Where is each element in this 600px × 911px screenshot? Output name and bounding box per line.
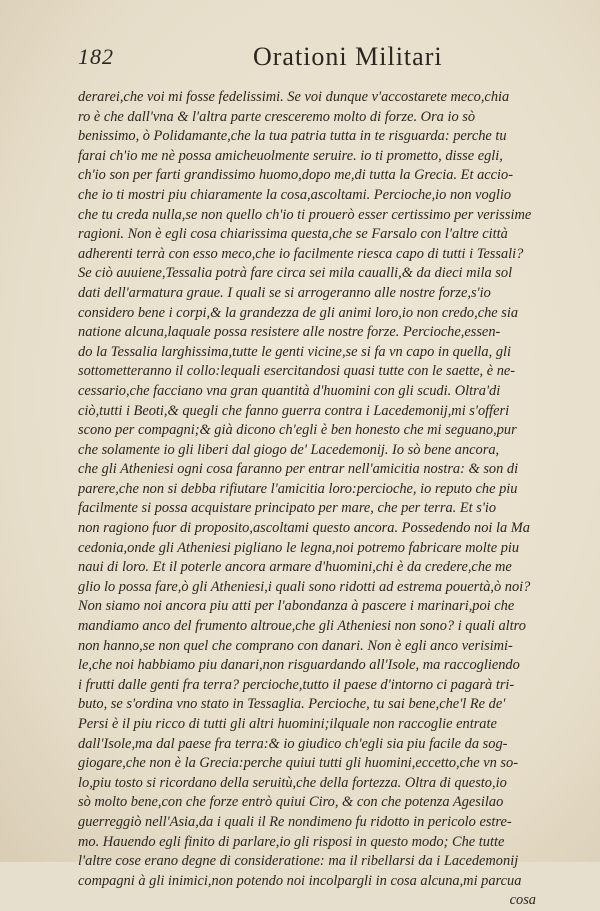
text-line: l'altre cose erano degne di consideratione: ma il ribellarsi da i Lacedemonij	[78, 853, 519, 870]
text-line: lo,piu tosto si ricordano della seruitù,che della fortezza. Oltra di questo,io	[78, 774, 507, 791]
text-line: guerreggiò nell'Asia,da i quali il Re nondimeno fu ridotto in pericolo estre-	[78, 813, 512, 830]
text-line: glio lo possa fare,ò gli Atheniesi,i quali sono ridotti ad estrema pouertà,ò noi?	[78, 578, 531, 595]
running-title: Orationi Militari	[253, 42, 443, 71]
text-line: ragioni. Non è egli cosa chiarissima questa,che se Farsalo con l'altre città	[78, 226, 508, 243]
text-line: che tu creda nulla,se non quello ch'io ti prouerò esser certissimo per verissime	[78, 206, 532, 223]
text-line: cedonia,onde gli Atheniesi pigliano le legna,noi potremo fabricare molte piu	[78, 539, 520, 556]
text-line: cessario,che facciano vna gran quantità d'huomini con gli scudi. Oltra'di	[78, 382, 501, 399]
text-line: scono per compagni;& già dicono ch'egli è ben honesto che mi seguano,pur	[78, 422, 517, 439]
text-line: che solamente io gli liberi dal giogo de' Lacedemonij. Io sò bene ancora,	[78, 441, 500, 458]
text-line: dall'Isole,ma dal paese fra terra:& io giudico ch'egli sia piu facile da sog-	[78, 735, 508, 752]
text-line: ciò,tutti i Beoti,& quegli che fanno guerra contra i Lacedemonij,mi s'offeri	[78, 402, 510, 419]
text-line: Persi è il piu ricco di tutti gli altri huomini;ilquale non raccoglie entrate	[78, 716, 497, 732]
text-line: che io ti mostri piu chiaramente la cosa,ascoltami. Percioche,io non voglio	[78, 186, 512, 203]
text-line: mo. Hauendo egli finito di parlare,io gli risposi in questo modo; Che tutte	[78, 833, 505, 850]
text-line: Non siamo noi ancora piu atti per l'abondanza à pascere i marinari,poi che	[78, 598, 515, 615]
text-line: adherenti terrà con esso meco,che io facilmente riesca capo di tutti i Tessali?	[78, 245, 524, 262]
text-line: farai ch'io me nè possa amicheuolmente seruire. io ti prometto, disse egli,	[78, 147, 503, 164]
text-line: sò molto bene,con che forze entrò quiui Ciro, & con che potenza Agesilao	[78, 794, 504, 811]
page-number: 182	[78, 44, 114, 69]
text-line: considero bene i corpi,& la grandezza de gli animi loro,io non credo,che sia	[78, 304, 519, 321]
text-line: buto, se s'ordina vno stato in Tessaglia. Percioche, tu sai bene,che'l Re de'	[78, 696, 506, 713]
text-line: le,che noi habbiamo piu danari,non risguardando all'Isole, ma raccogliendo	[78, 657, 520, 674]
text-line: Se ciò auuiene,Tessalia potrà fare circa sei mila caualli,& da dieci mila sol	[78, 265, 513, 282]
text-line: ro è che dall'vna & l'altra parte cresceremo molto di forze. Ora io sò	[78, 108, 476, 125]
text-line: mandiamo anco del frumento altroue,che gli Atheniesi non sono? i quali altro	[78, 618, 526, 635]
text-line: che gli Atheniesi ogni cosa faranno per entrar nell'amicitia nostra: & son di	[78, 461, 519, 478]
page-header	[78, 40, 530, 80]
text-line: natione alcuna,laquale possa resistere alle nostre forze. Percioche,essen-	[78, 324, 501, 341]
catchword: cosa	[509, 892, 536, 909]
text-line: non ragiono fuor di proposito,ascoltami questo ancora. Possedendo noi la Ma	[78, 520, 530, 537]
text-line: parere,che non si debba rifiutare l'amicitia loro:percioche, io reputo che piu	[78, 480, 518, 497]
text-line: naui di loro. Et il poterle ancora armare d'huomini,chi è da credere,che me	[78, 559, 512, 576]
text-line: dati dell'armatura graue. I quali se si arrogeranno alle nostre forze,s'io	[78, 284, 491, 301]
text-line: ch'io son per farti grandissimo huomo,dopo me,di tutta la Grecia. Et accio-	[78, 167, 514, 184]
body-text	[78, 88, 556, 911]
text-line: sottometteranno il collo:lequali esercitandosi quasi tutte con le saette, è ne-	[78, 363, 516, 380]
text-line: derarei,che voi mi fosse fedelissimi. Se voi dunque v'accostarete meco,chia	[78, 89, 510, 105]
text-line: giogare,che non è la Grecia:perche quiui tutti gli huomini,eccetto,che vn so-	[78, 755, 518, 772]
text-line: facilmente si possa acquistare principato per mare, che per terra. Et s'io	[78, 500, 497, 517]
text-line: benissimo, ò Polidamante,che la tua patria tutta in te risguarda: perche tu	[78, 128, 507, 145]
text-line: non hanno,se non quel che comprano con danari. Non è egli anco verisimi-	[78, 637, 513, 654]
text-line: i frutti dalle genti fra terra? percioche,tutto il paese d'intorno ci pagarà tri-	[78, 676, 515, 693]
text-line: compagni à gli inimici,non potendo noi incolpargli in cosa alcuna,mi parcua	[78, 872, 522, 889]
text-line: do la Tessalia larghissima,tutte le genti vicine,se si fa vn capo in quella, gli	[78, 343, 512, 360]
